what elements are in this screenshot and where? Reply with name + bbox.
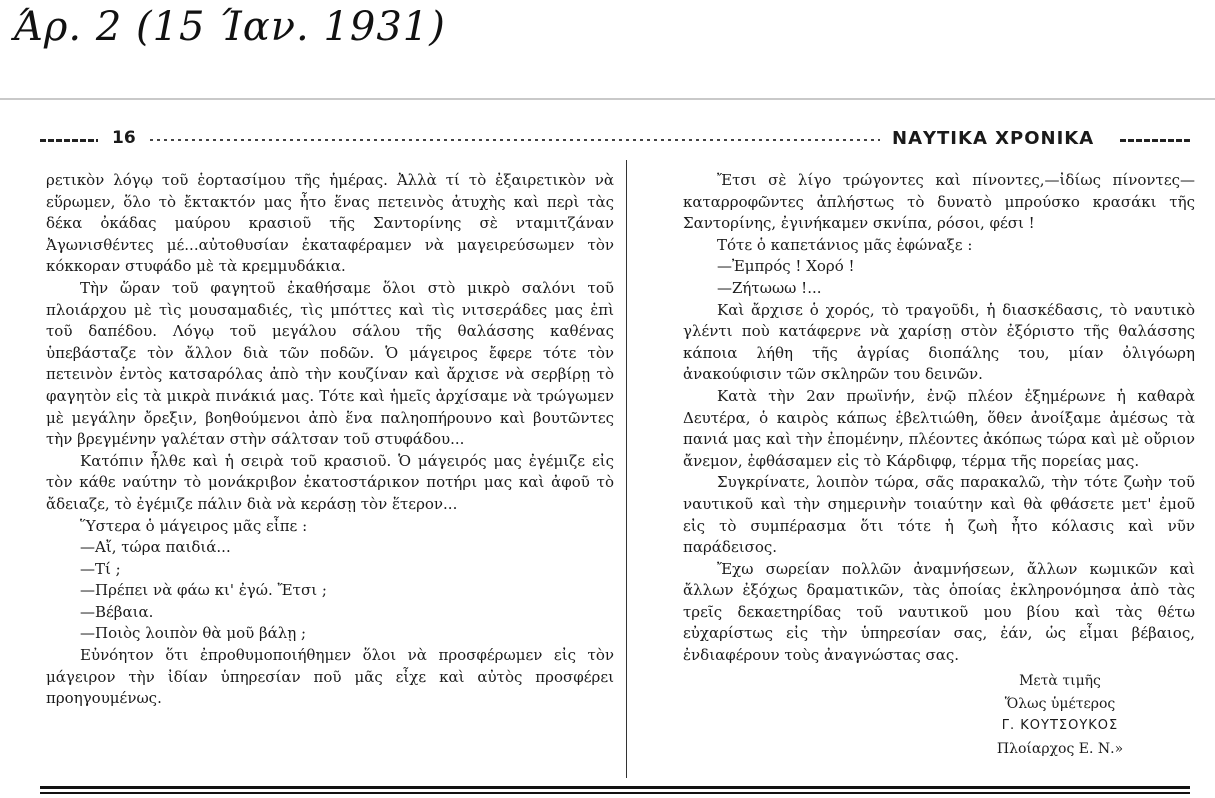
paragraph: Κατὰ τὴν 2αν πρωϊνήν, ἐνῷ πλέον ἐξημέρωνε ἡ καθαρὰ Δευτέρα, ὁ καιρὸς κάπως ἐβελτιώθη, ὅθεν ἀνοίξαμε ἀμέσως τὰ πανιά μας καὶ τὴν ἐπομένην, πλέοντες ἀκόπως τώρα καὶ μὲ οὔριον ἄνεμον, ἐφθάσαμεν εἰς τὸ Κάρδιφφ, τέρμα τῆς πορείας μας.: [683, 386, 1195, 470]
header-ornament-left: [40, 139, 98, 142]
header-ornament-rule: [150, 139, 880, 141]
paragraph: Ἔχω σωρείαν πολλῶν ἀναμνήσεων, ἄλλων κωμικῶν καὶ ἄλλων ἐξόχως δραματικῶν, τὰς ὁποίας ἐκληρονόμησα ἀπὸ τὰς τρεῖς δεκαετηρίδας τοῦ ναυτικοῦ μου βίου καὶ τὰς θέτω εὐχαρίστως εἰς τὴν ὑπηρεσίαν σας, ἐάν, ὡς εἶμαι βέβαιος, ἐνδιαφέρουν τοὺς ἀναγνώστας σας.: [683, 559, 1195, 665]
dialogue-line: —Ζήτωωω !...: [717, 278, 822, 297]
paragraph: ρετικὸν λόγῳ τοῦ ἑορτασίμου τῆς ἡμέρας. Ἀλλὰ τί τὸ ἐξαιρετικὸν νὰ εὕρωμεν, ὅλο τὸ ἔκτακτόν μας ἦτο ἕνας πετεινὸς ἀτυχὴς καὶ περὶ τὰς δέκα ὀκάδας μαύρου κρασιοῦ τῆς Σαντορίνης σὲ νταμιτζάναν Ἀγωνισθέντες μέ...αὐτοθυσίαν ἐκαταφέραμεν νὰ μαγειρεύσωμεν τὸν κόκκοραν στυφάδο μὲ τὰ κρεμμυδάκια.: [46, 171, 614, 276]
dialogue-line: —Ποιὸς λοιπὸν θὰ μοῦ βάλῃ ;: [80, 624, 307, 643]
signature-closing: Ὅλως ὑμέτερος: [1004, 695, 1116, 712]
right-column: [683, 170, 1195, 667]
bottom-rule: [40, 786, 1190, 789]
page-header: [40, 128, 1190, 152]
dialogue-line: —Βέβαια.: [80, 602, 154, 621]
handwritten-issue-note: Άρ. 2 (15 Ίαν. 1931): [14, 4, 446, 50]
dialogue-line: Ὕστερα ὁ μάγειρος μᾶς εἶπε :: [80, 516, 308, 535]
dialogue-line: Τότε ὁ καπετάνιος μᾶς ἐφώναξε :: [717, 235, 973, 254]
author-title: Πλοίαρχος Ε. Ν.»: [996, 740, 1124, 757]
paragraph: Ἔτσι σὲ λίγο τρώγοντες καὶ πίνοντες,—ἰδίως πίνοντες—καταρροφῶντες ἀπλήστως τὸ δυνατὸ μπρούσκο κρασάκι τῆς Σαντορίνης, ἐγινήκαμεν σκνίπα, ρόσοι, φέσι !: [683, 171, 1195, 233]
left-column: [46, 170, 614, 710]
dialogue-line: —Αἴ, τώρα παιδιά...: [80, 538, 231, 557]
paragraph: Καὶ ἄρχισε ὁ χορός, τὸ τραγοῦδι, ἡ διασκέδασις, τὸ ναυτικὸ γλέντι ποὺ κατάφερνε νὰ χαρίσῃ στὸν ἐξόριστο τῆς θαλάσσης κάποια λήθη τῆς ἀγρίας διοπάλης του, μίαν ὀλιγόωρη ἀνακούφισιν τῶν σκληρῶν του δεινῶν.: [683, 300, 1195, 384]
signature-block: [960, 670, 1160, 760]
dialogue-line: —Πρέπει νὰ φάω κι' ἐγώ. Ἔτσι ;: [80, 581, 327, 600]
column-divider: [626, 160, 627, 778]
bottom-rule: [40, 792, 1190, 794]
paragraph: Συγκρίνατε, λοιπὸν τώρα, σᾶς παρακαλῶ, τὴν τότε ζωὴν τοῦ ναυτικοῦ καὶ τὴν σημερινὴν τοιαύτην καὶ θὰ φθάσετε μετ' ἐμοῦ εἰς τὸ συμπέρασμα ὅτι τότε ἡ ζωὴ ἦτο κόλασις καὶ νῦν παράδεισος.: [683, 473, 1195, 557]
dialogue-line: —Ἐμπρός ! Χορό !: [717, 257, 855, 276]
page-number: 16: [112, 128, 136, 148]
paragraph: Κατόπιν ἦλθε καὶ ἡ σειρὰ τοῦ κρασιοῦ. Ὁ μάγειρός μας ἐγέμιζε εἰς τὸν κάθε ναύτην τὸ μονάκριβον ἐκατοστάρικον ποτήρι μας καὶ ἀφοῦ τὸ ἄδειαζε, τὸ ἐγέμιζε πάλιν διὰ νὰ κεράσῃ τὸν ἕτερον...: [46, 451, 614, 513]
journal-title: ΝΑΥΤΙΚΑ ΧΡΟΝΙΚΑ: [892, 128, 1095, 149]
paragraph: Τὴν ὥραν τοῦ φαγητοῦ ἐκαθήσαμε ὅλοι στὸ μικρὸ σαλόνι τοῦ πλοιάρχου μὲ τὶς μουσαμαδιές, τὶς μπόττες καὶ τὶς νιτσεράδες μας ἐπὶ τοῦ δαπέδου. Λόγῳ τοῦ μεγάλου σάλου τῆς θαλάσσης καθένας ὑπεβάσταζε τὸν ἄλλον διὰ τῶν ποδῶν. Ὁ μάγειρος ἔφερε τότε τὸν πετεινὸν ἐντὸς κατσαρόλας ἀπὸ τὴν κουζίναν καὶ ἄρχισε νὰ σερβίρῃ τὸ φαγητὸν εἰς τὰ μικρὰ πινάκιά μας. Τότε καὶ ἡμεῖς ἀρχίσαμε νὰ τρώγωμεν μὲ μεγάλην ὄρεξιν, βοηθούμενοι ἀπὸ ἕνα παληοπήρουνο καὶ βουτῶντες τὴν βρεγμένην γαλέταν στὴν σάλτσαν τοῦ στυφάδου...: [46, 278, 614, 449]
scan-top-rule: [0, 98, 1215, 100]
signature-closing: Μετὰ τιμῆς: [1019, 673, 1101, 689]
paragraph: Εὐνόητον ὅτι ἐπροθυμοποιήθημεν ὅλοι νὰ προσφέρωμεν εἰς τὸν μάγειρον τὴν ἰδίαν ὑπηρεσίαν ποῦ μᾶς εἶχε καὶ αὐτὸς προσφέρει προηγουμένως.: [46, 646, 614, 708]
author-name: Γ. ΚΟΥΤΣΟΥΚΟΣ: [1001, 718, 1119, 733]
dialogue-line: —Τί ;: [80, 559, 121, 578]
header-ornament-right: [1120, 139, 1190, 142]
